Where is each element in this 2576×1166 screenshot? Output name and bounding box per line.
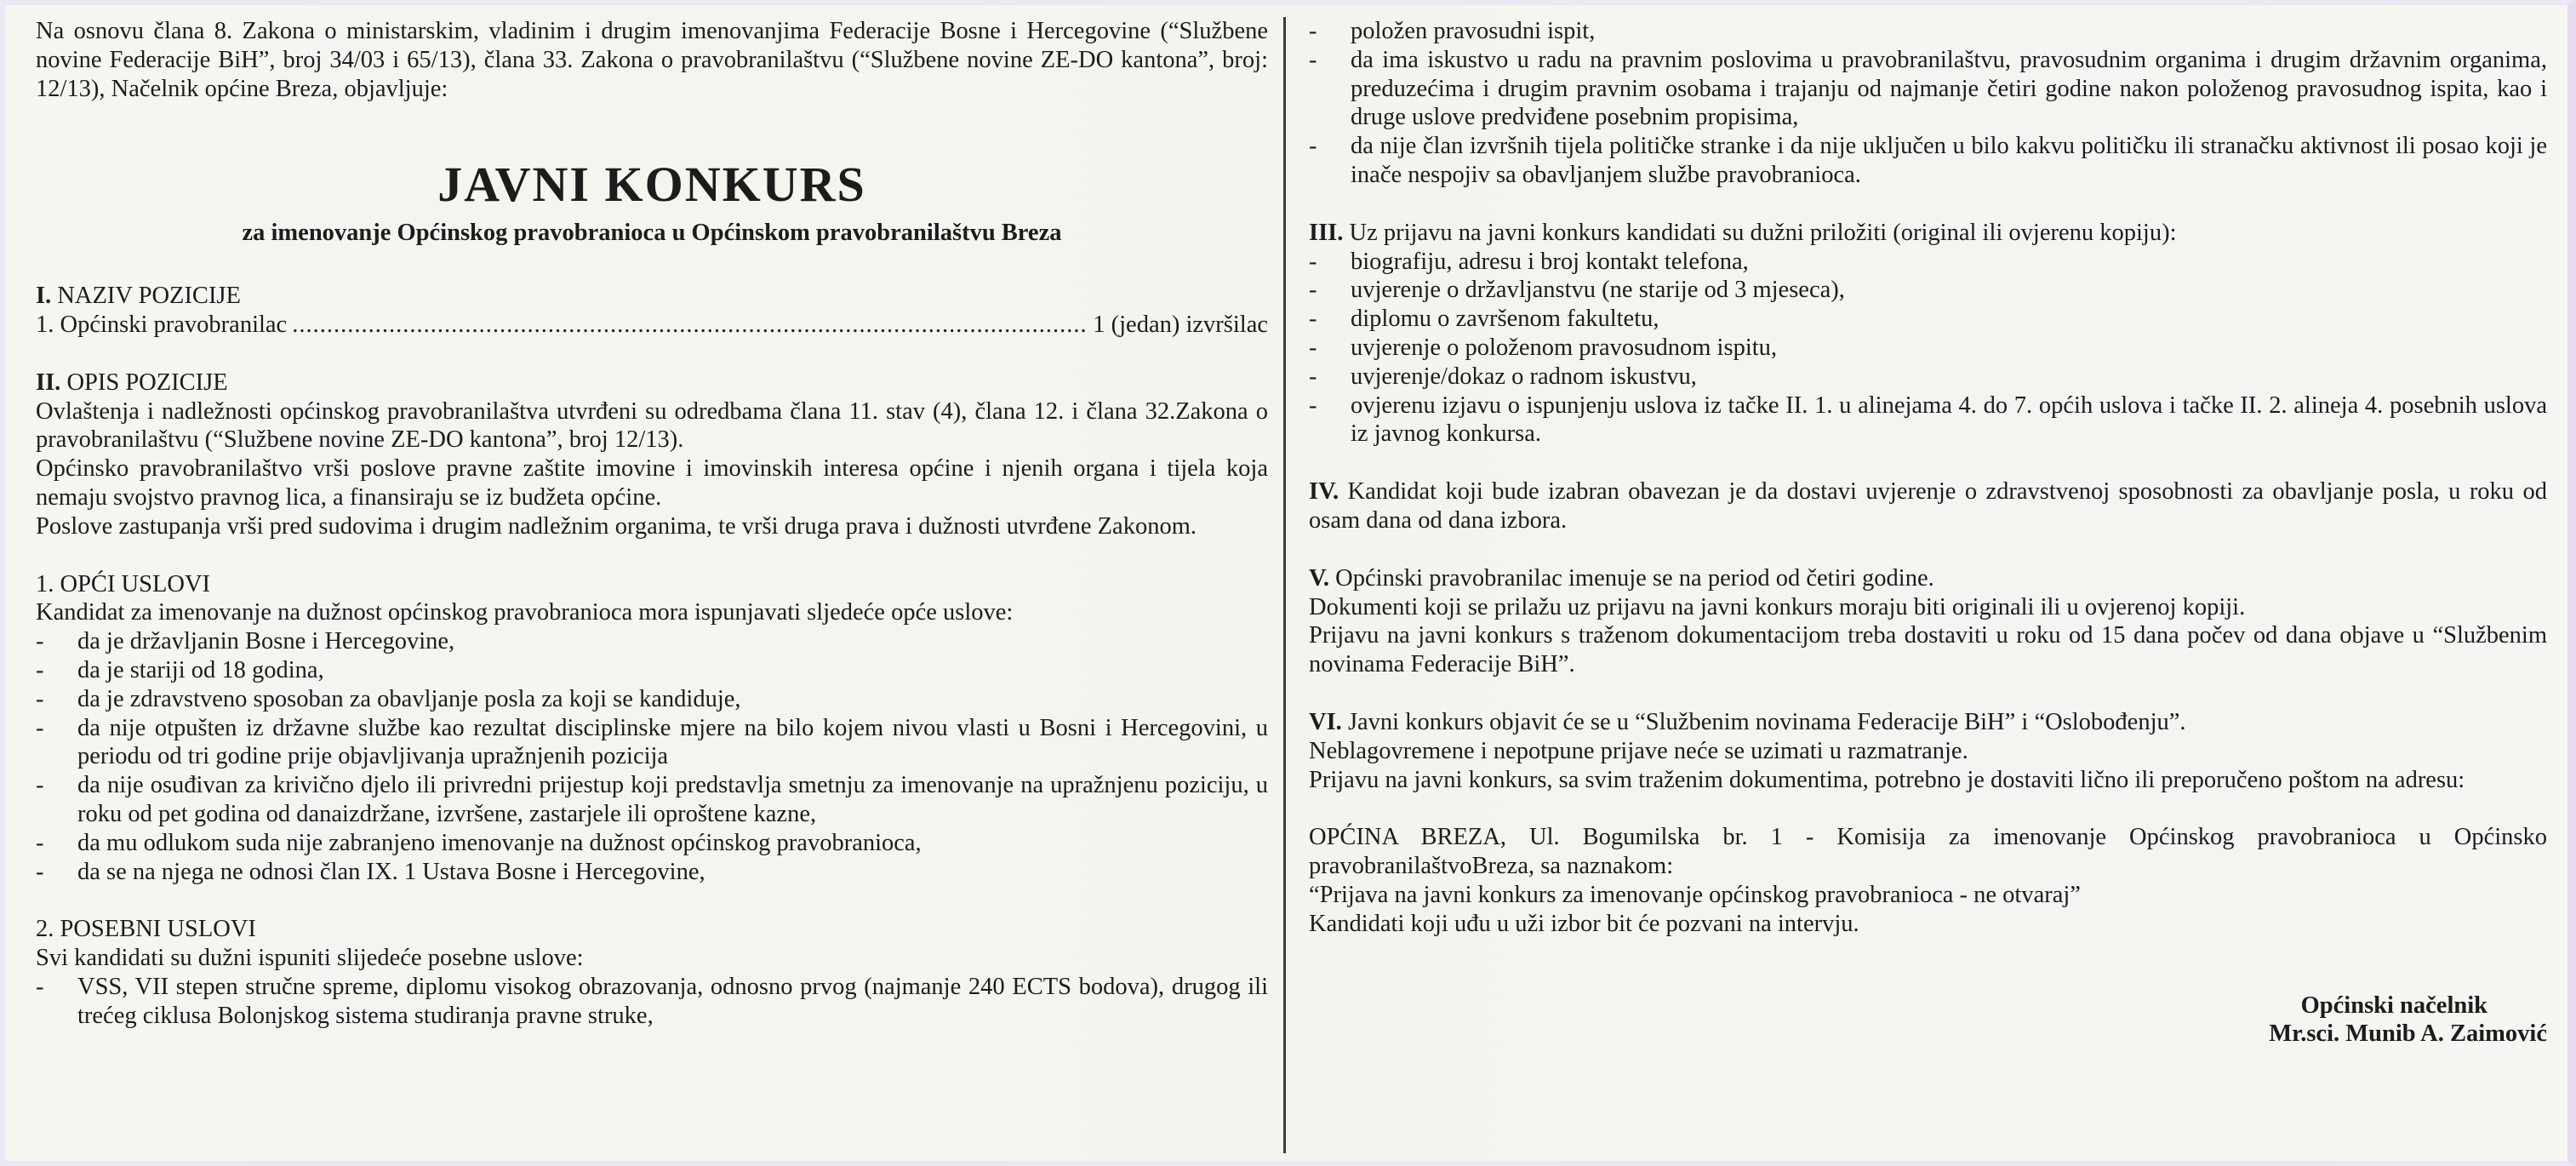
opci-uslovi-list <box>36 627 1268 886</box>
paragraph: Poslove zastupanja vrši pred sudovima i drugim nadležnim organima, te vrši druga prava i dužnosti utvrđene Zakonom. <box>36 512 1197 540</box>
document-title: JAVNI KONKURS <box>437 157 866 213</box>
section-prilozi <box>1309 219 2547 449</box>
list-item: - da je državljanin Bosne i Hercegovine, <box>36 627 1268 656</box>
list-item: - da ima iskustvo u radu na pravnim poslovima u pravobranilaštvu, pravosudnim organima i drugim državnim organima, preduzećima i drugim pravnim osobama i trajanju od najmanje četiri godine nakon položenog pravosudnog ispita, kao i druge uslove predviđene posebnim propisima, <box>1309 46 2547 132</box>
list-item: - položen pravosudni ispit, <box>1309 17 2547 46</box>
paragraph: Dokumenti koji se prilažu uz prijavu na javni konkurs moraju biti originali ili u ovjerenoj kopiji. <box>1309 593 2246 620</box>
paragraph: Svi kandidati su dužni ispuniti slijedeće posebne uslove: <box>36 945 584 972</box>
signature-name: Mr.sci. Munib A. Zaimović <box>2269 1020 2547 1048</box>
paragraph: Prijavu na javni konkurs, sa svim traženim dokumentima, potrebno je dostaviti lično ili preporučeno poštom na adresu: <box>1309 766 2465 793</box>
list-item: - biografiju, adresu i broj kontakt telefona, <box>1309 248 2547 277</box>
section-heading: II. OPIS POZICIJE <box>36 369 228 396</box>
paragraph: IV. Kandidat koji bude izabran obavezan je da dostavi uvjerenje o zdravstvenoj sposobnosti za obavljanje posla, u roku od osam dana od dana izbora. <box>1309 478 2547 534</box>
list-item: - da je stariji od 18 godina, <box>36 656 1268 685</box>
intro-paragraph: Na osnovu člana 8. Zakona o ministarskim, vladinim i drugim imenovanjima Federacije Bosne i Hercegovine (“Službene novine Federacije BiH”, broj 34/03 i 65/13), člana 33. Zakona o pravobranilaštvu (“Službene novine ZE-DO kantona”, broj: 12/13), Načelnik općine Breza, objavljuje: <box>36 18 1268 102</box>
paragraph: Prijavu na javni konkurs s traženom dokumentacijom treba dostaviti u roku od 15 dana počev od dana objave u “Službenim novinama Federacije BiH”. <box>1309 622 2547 678</box>
list-item: - da mu odlukom suda nije zabranjeno imenovanje na dužnost općinskog pravobranioca, <box>36 829 1268 858</box>
address-paragraph: OPĆINA BREZA, Ul. Bogumilska br. 1 - Komisija za imenovanje Općinskog pravobranioca u Općinsko pravobranilaštvoBreza, sa naznakom: <box>1309 824 2547 880</box>
signature-role: Općinski načelnik <box>2300 992 2487 1019</box>
dot-leader <box>292 311 1088 340</box>
list-item: - da nije otpušten iz državne službe kao rezultat disciplinske mjere na bilo kojem nivou vlasti u Bosni i Hercegovini, u periodu od tri godine prije objavljivanja upražnjenih pozicija <box>36 714 1268 772</box>
paragraph: V. Općinski pravobranilac imenuje se na period od četiri godine. <box>1309 564 1934 592</box>
document-subtitle: za imenovanje Općinskog pravobranioca u Općinskom pravobranilaštvu Breza <box>242 220 1062 247</box>
section-period-imenovanja <box>1309 564 2547 679</box>
paragraph: III. Uz prijavu na javni konkurs kandidati su dužni priložiti (original ili ovjerenu kopiju): <box>1309 219 2177 246</box>
position-count: 1 (jedan) izvršilac <box>1093 311 1268 338</box>
paragraph: Ovlaštenja i nadležnosti općinskog pravobranilaštva utvrđeni su odredbama člana 11. stav (4), člana 12. i člana 32.Zakona o pravobranilaštvu (“Službene novine ZE-DO kantona”, broj 12/13). <box>36 397 1268 454</box>
list-item: - da je zdravstveno sposoban za obavljanje posla za koji se kandiduje, <box>36 685 1268 714</box>
section-heading: I. NAZIV POZICIJE <box>36 283 241 310</box>
section-objava <box>1309 708 2547 794</box>
section-opci-uslovi <box>36 570 1268 887</box>
column-divider <box>1283 17 1286 1153</box>
list-item: - da nije član izvršnih tijela političke stranke i da nije uključen u bilo kakvu političku ili stranačku aktivnost ili posao koji je inače nespojiv sa obavljanjem službe pravobranioca. <box>1309 132 2547 190</box>
posebni-uslovi-list-continued <box>1309 17 2547 190</box>
position-line <box>36 311 1268 340</box>
prilozi-list <box>1309 248 2547 449</box>
list-item: - da se na njega ne odnosi član IX. 1 Ustava Bosne i Hercegovine, <box>36 858 1268 887</box>
left-column <box>36 17 1268 1031</box>
envelope-note: “Prijava na javni konkurs za imenovanje općinskog pravobranioca - ne otvaraj” <box>1309 881 2081 908</box>
paragraph: VI. Javni konkurs objavit će se u “Službenim novinama Federacije BiH” i “Oslobođenju”. <box>1309 708 2186 735</box>
list-item: - uvjerenje/dokaz o radnom iskustvu, <box>1309 363 2547 392</box>
list-item: - ovjerenu izjavu o ispunjenju uslova iz tačke II. 1. u alinejama 4. do 7. općih uslova i tačke II. 2. alineja 4. posebnih uslova iz javnog konkursa. <box>1309 392 2547 449</box>
paragraph: Kandidat za imenovanje na dužnost općinskog pravobranioca mora ispunjavati sljedeće opće uslove: <box>36 599 1014 626</box>
section-opis-pozicije <box>36 369 1268 541</box>
position-label: 1. Općinski pravobranilac <box>36 311 288 338</box>
section-heading: 2. POSEBNI USLOVI <box>36 916 256 943</box>
list-item: - da nije osuđivan za krivično djelo ili privredni prijestup koji predstavlja smetnju za imenovanje na upražnjenu poziciju, u roku od pet godina od danaizdržane, izvršene, zastarjele ili oproštene kazne, <box>36 771 1268 829</box>
section-naziv-pozicije <box>36 282 1268 340</box>
list-item: - uvjerenje o položenom pravosudnom ispitu, <box>1309 334 2547 363</box>
list-item: - uvjerenje o državljanstvu (ne starije od 3 mjeseca), <box>1309 276 2547 305</box>
section-zdravstveno-uvjerenje <box>1309 477 2547 535</box>
section-heading: 1. OPĆI USLOVI <box>36 570 211 597</box>
interview-note: Kandidati koji uđu u uži izbor bit će pozvani na intervju. <box>1309 910 1859 937</box>
signature-block <box>1309 992 2547 1049</box>
list-item: - VSS, VII stepen stručne spreme, diplomu visokog obrazovanja, odnosno prvog (najmanje 240 ECTS bodova), drugog ili trećeg ciklusa Bolonjskog sistema studiranja pravne struke, <box>36 973 1268 1031</box>
section-posebni-uslovi <box>36 915 1268 1030</box>
list-item: - diplomu o završenom fakultetu, <box>1309 305 2547 334</box>
right-column <box>1309 17 2547 1049</box>
section-adresa <box>1309 823 2547 938</box>
paragraph: Općinsko pravobranilaštvo vrši poslove pravne zaštite imovine i imovinskih interesa općine i njenih organa i tijela koja nemaju svojstvo pravnog lica, a finansiraju se iz budžeta općine. <box>36 455 1268 511</box>
paragraph: Neblagovremene i nepotpune prijave neće se uzimati u razmatranje. <box>1309 737 1968 764</box>
posebni-uslovi-list <box>36 973 1268 1031</box>
